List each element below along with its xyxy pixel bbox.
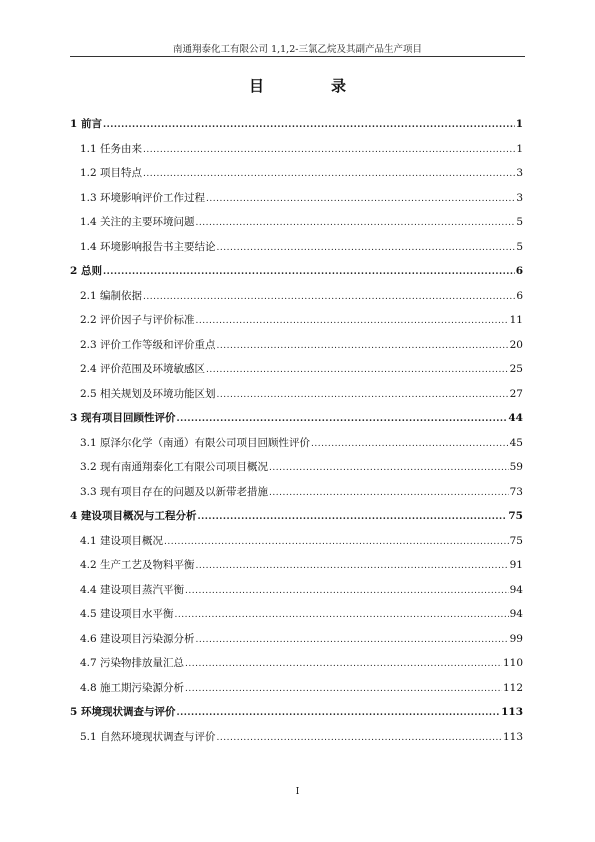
toc-section-entry[interactable] <box>70 137 523 162</box>
toc-entry-label: 1.3 环境影响评价工作过程 <box>80 191 206 204</box>
toc-entry-label: 4.8 施工期污染源分析 <box>80 681 185 694</box>
toc-entry-page-number: 75 <box>508 510 523 522</box>
toc-entry-page-number: 99 <box>509 632 523 645</box>
toc-chapter-entry[interactable] <box>70 504 523 529</box>
toc-entry-label: 2.4 评价范围及环境敏感区 <box>80 363 206 375</box>
toc-chapter-entry[interactable] <box>70 700 523 725</box>
toc-entry-label: 4.5 建设项目水平衡 <box>80 608 174 620</box>
toc-entry-label: 3.1 原泽尔化学（南通）有限公司项目回顾性评价 <box>80 436 311 449</box>
toc-entry-page-number: 113 <box>501 706 523 718</box>
toc-entry-page-number: 91 <box>509 559 523 571</box>
toc-section-entry[interactable] <box>70 578 523 603</box>
toc-leader-dots <box>269 456 509 481</box>
toc-section-entry[interactable] <box>70 627 523 652</box>
table-of-contents <box>70 112 523 749</box>
toc-entry-page-number: 45 <box>509 436 523 449</box>
toc-section-entry[interactable] <box>70 161 523 186</box>
toc-entry-label: 2.1 编制依据 <box>80 289 143 302</box>
toc-leader-dots <box>143 285 515 310</box>
toc-entry-label: 1.1 任务由来 <box>80 142 143 155</box>
toc-entry-page-number: 113 <box>502 730 523 743</box>
toc-leader-dots <box>206 358 509 383</box>
toc-leader-dots <box>197 505 507 530</box>
toc-entry-label: 3.2 现有南通翔泰化工有限公司项目概况 <box>80 461 269 473</box>
toc-entry-page-number: 6 <box>515 265 523 277</box>
toc-entry-page-number: 27 <box>509 387 523 400</box>
toc-entry-label: 5 环境现状调查与评价 <box>70 706 176 718</box>
toc-leader-dots <box>217 383 509 408</box>
toc-chapter-entry[interactable] <box>70 259 523 284</box>
toc-entry-page-number: 59 <box>509 461 523 473</box>
toc-leader-dots <box>185 677 502 702</box>
toc-leader-dots <box>185 579 509 604</box>
toc-leader-dots <box>311 432 509 457</box>
toc-entry-label: 1.2 项目特点 <box>80 167 143 179</box>
toc-entry-label: 4.1 建设项目概况 <box>80 534 164 547</box>
toc-section-entry[interactable] <box>70 553 523 578</box>
toc-leader-dots <box>196 628 509 653</box>
toc-entry-label: 1.4 环境影响报告书主要结论 <box>80 240 216 253</box>
toc-leader-dots <box>269 481 509 506</box>
toc-leader-dots <box>176 701 500 726</box>
toc-entry-label: 1 前言 <box>70 118 102 130</box>
toc-section-entry[interactable] <box>70 210 523 235</box>
toc-leader-dots <box>143 162 515 187</box>
toc-entry-page-number: 3 <box>516 191 523 204</box>
toc-entry-page-number: 94 <box>509 608 523 620</box>
toc-chapter-entry[interactable] <box>70 406 523 431</box>
toc-chapter-entry[interactable] <box>70 112 523 137</box>
toc-entry-page-number: 75 <box>509 534 523 547</box>
toc-section-entry[interactable] <box>70 529 523 554</box>
toc-leader-dots <box>176 407 507 432</box>
toc-section-entry[interactable] <box>70 431 523 456</box>
toc-leader-dots <box>143 138 515 163</box>
page-title: 目 录 <box>248 77 372 95</box>
toc-section-entry[interactable] <box>70 725 523 750</box>
toc-entry-label: 4.2 生产工艺及物料平衡 <box>80 559 195 571</box>
toc-entry-page-number: 1 <box>516 142 523 155</box>
toc-entry-page-number: 3 <box>516 167 523 179</box>
toc-leader-dots <box>175 603 509 628</box>
toc-entry-label: 4.6 建设项目污染源分析 <box>80 632 195 645</box>
running-header: 南通翔泰化工有限公司 1,1,2-三氯乙烷及其副产品生产项目 <box>173 44 422 55</box>
toc-section-entry[interactable] <box>70 382 523 407</box>
toc-section-entry[interactable] <box>70 676 523 701</box>
toc-entry-page-number: 73 <box>509 485 523 498</box>
toc-section-entry[interactable] <box>70 602 523 627</box>
header-divider <box>70 56 525 57</box>
page-number: I <box>295 787 300 797</box>
toc-entry-label: 4.4 建设项目蒸汽平衡 <box>80 583 185 596</box>
toc-entry-page-number: 5 <box>516 216 523 228</box>
toc-entry-page-number: 44 <box>508 412 523 424</box>
toc-leader-dots <box>196 554 509 579</box>
toc-leader-dots <box>196 309 509 334</box>
toc-entry-label: 4.7 污染物排放量汇总 <box>80 657 185 669</box>
toc-entry-page-number: 20 <box>509 338 523 351</box>
toc-entry-label: 5.1 自然环境现状调查与评价 <box>80 730 216 743</box>
toc-leader-dots <box>217 236 516 261</box>
toc-entry-page-number: 1 <box>515 118 523 130</box>
toc-leader-dots <box>217 726 502 751</box>
toc-entry-page-number: 25 <box>509 363 523 375</box>
toc-section-entry[interactable] <box>70 480 523 505</box>
toc-leader-dots <box>103 260 515 285</box>
toc-section-entry[interactable] <box>70 308 523 333</box>
toc-leader-dots <box>217 334 509 359</box>
toc-leader-dots <box>206 187 515 212</box>
toc-entry-label: 2.3 评价工作等级和评价重点 <box>80 338 216 351</box>
toc-section-entry[interactable] <box>70 284 523 309</box>
toc-entry-label: 3 现有项目回顾性评价 <box>70 412 176 424</box>
toc-entry-label: 1.4 关注的主要环境问题 <box>80 216 195 228</box>
toc-entry-page-number: 6 <box>516 289 523 302</box>
toc-entry-label: 3.3 现有项目存在的问题及以新带老措施 <box>80 485 269 498</box>
toc-leader-dots <box>103 113 515 138</box>
toc-entry-label: 4 建设项目概况与工程分析 <box>70 510 197 522</box>
toc-entry-label: 2 总则 <box>70 265 102 277</box>
toc-leader-dots <box>196 211 516 236</box>
toc-section-entry[interactable] <box>70 333 523 358</box>
toc-entry-page-number: 11 <box>509 314 523 326</box>
toc-section-entry[interactable] <box>70 186 523 211</box>
toc-section-entry[interactable] <box>70 651 523 676</box>
toc-leader-dots <box>185 652 502 677</box>
toc-entry-page-number: 5 <box>516 240 523 253</box>
toc-entry-label: 2.5 相关规划及环境功能区划 <box>80 387 216 400</box>
toc-entry-page-number: 94 <box>509 583 523 596</box>
toc-leader-dots <box>164 530 509 555</box>
toc-entry-page-number: 110 <box>502 657 523 669</box>
toc-entry-page-number: 112 <box>502 681 523 694</box>
toc-entry-label: 2.2 评价因子与评价标准 <box>80 314 195 326</box>
toc-section-entry[interactable] <box>70 235 523 260</box>
toc-section-entry[interactable] <box>70 357 523 382</box>
toc-section-entry[interactable] <box>70 455 523 480</box>
